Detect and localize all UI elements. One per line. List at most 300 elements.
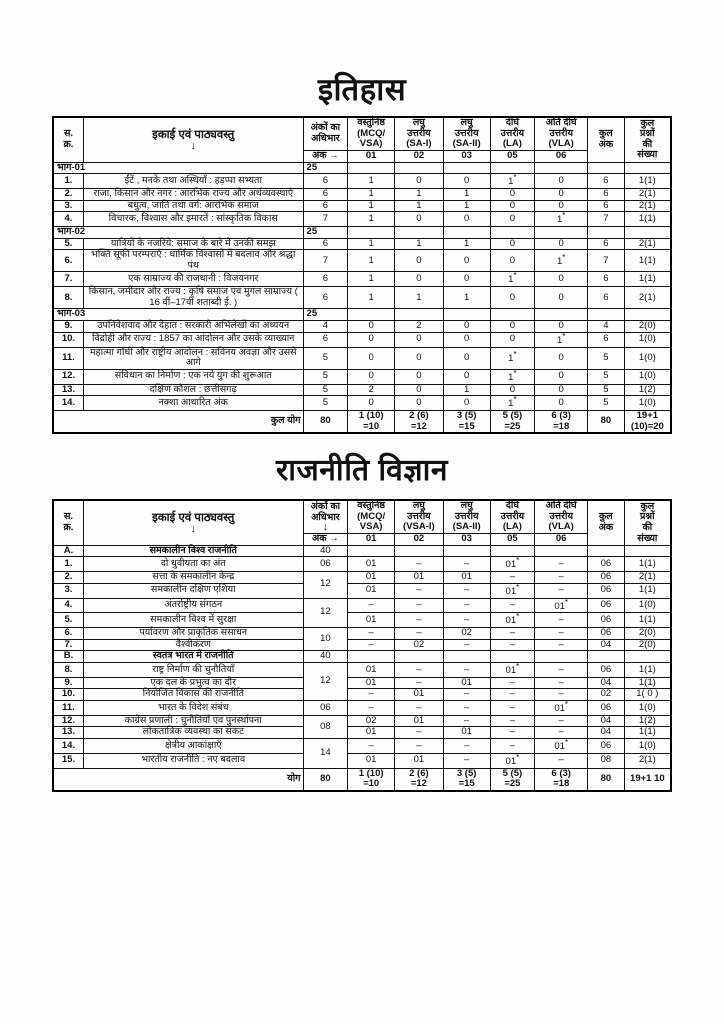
row-mcq-count: 0 xyxy=(348,332,395,347)
row-la-count: 1* xyxy=(490,369,535,384)
row-sa1-count: – xyxy=(395,628,444,640)
row-marks-weight: 6 xyxy=(303,174,348,189)
row-question-count: 2(0) xyxy=(624,628,671,640)
table-row xyxy=(53,396,671,411)
row-sa2-count: 02 xyxy=(443,628,490,640)
row-sa1-count: 01 xyxy=(395,689,444,701)
row-question-count: 2(1) xyxy=(624,238,671,250)
row-la-count: – xyxy=(490,715,535,727)
row-vla-count: 0 xyxy=(535,200,588,212)
row-unit-name: क्षेत्रीय आकांक्षाएँ xyxy=(83,739,303,754)
part-marks: 25 xyxy=(303,162,348,174)
total-la xyxy=(490,768,535,791)
row-vla-count: 0 xyxy=(535,238,588,250)
table-row xyxy=(53,557,671,572)
row-total-marks: 6 xyxy=(588,174,625,189)
row-serial: 10. xyxy=(53,332,83,347)
row-total-marks: 06 xyxy=(588,613,625,628)
row-sa2-count: 1 xyxy=(443,287,490,309)
row-total-marks: 04 xyxy=(588,639,625,651)
polsci-table-wrapper xyxy=(52,499,672,792)
permark-mcq: 01 xyxy=(348,150,395,162)
row-serial: 3. xyxy=(53,200,83,212)
row-vla-count: – xyxy=(535,613,588,628)
row-sa1-count: 1 xyxy=(395,188,444,200)
row-la-count: 0 xyxy=(490,287,535,309)
row-la-count: 1* xyxy=(490,347,535,369)
optional-marker: * xyxy=(562,211,566,221)
table-row xyxy=(53,613,671,628)
row-sa2-count: – xyxy=(443,598,490,613)
row-question-count: 1(1) xyxy=(624,677,671,689)
row-sa1-count: 1 xyxy=(395,287,444,309)
table-row xyxy=(53,347,671,369)
section-blank-qn xyxy=(624,545,671,557)
row-serial: 1. xyxy=(53,557,83,572)
row-total-marks: 06 xyxy=(588,598,625,613)
row-sa2-count: 01 xyxy=(443,677,490,689)
row-total-marks: 4 xyxy=(588,321,625,333)
row-total-marks: 04 xyxy=(588,727,625,739)
table-row xyxy=(53,700,671,715)
row-unit-name: भक्ति सूफी परम्पराएँ : धार्मिक विश्वासों में बदलाव और श्रद्धा पंथ xyxy=(83,250,303,272)
row-vla-count: 01* xyxy=(535,598,588,613)
table-row xyxy=(53,639,671,651)
row-sa2-count: 0 xyxy=(443,332,490,347)
part-label: भाग-02 xyxy=(53,226,303,238)
total-label: कुल योग xyxy=(53,410,303,433)
table-row xyxy=(53,753,671,768)
total-vla xyxy=(535,410,588,433)
permark-vla: 06 xyxy=(535,534,588,546)
permark-sa1: 02 xyxy=(395,534,444,546)
history-table-body xyxy=(53,162,671,433)
row-unit-name: लोकतांत्रिक व्यवस्था का संकट xyxy=(83,727,303,739)
row-serial: 4. xyxy=(53,212,83,227)
row-question-count: 1(1) xyxy=(624,727,671,739)
row-sa2-count: – xyxy=(443,700,490,715)
row-marks-weight: 5 xyxy=(303,347,348,369)
row-vla-count: 0 xyxy=(535,174,588,189)
row-marks-weight: 10 xyxy=(303,628,348,651)
row-serial: 11. xyxy=(53,347,83,369)
row-marks-weight: 4 xyxy=(303,321,348,333)
total-qn-line1: 19+1 xyxy=(636,409,659,421)
row-unit-name: एक साम्राज्य की राजधानी : विजयनगर xyxy=(83,272,303,287)
table-row xyxy=(53,287,671,309)
permark-la: 05 xyxy=(490,150,535,162)
total-sa1 xyxy=(395,410,444,433)
total-vla-line1: 6 (3) xyxy=(551,409,571,421)
row-question-count: 1(0) xyxy=(624,700,671,715)
row-question-count: 1(1) xyxy=(624,613,671,628)
header-sa1: लघु उत्तरीय (SA-I) xyxy=(395,117,444,150)
table-row xyxy=(53,212,671,227)
row-total-marks: 6 xyxy=(588,188,625,200)
row-question-count: 1(0) xyxy=(624,332,671,347)
row-question-count: 1(0) xyxy=(624,396,671,411)
row-la-count: 0 xyxy=(490,188,535,200)
row-mcq-count: 01 xyxy=(348,613,395,628)
table-row xyxy=(53,250,671,272)
row-question-count: 1(2) xyxy=(624,384,671,396)
row-unit-name: संविधान का निर्माण : एक नये युग की शुरूआत xyxy=(83,369,303,384)
row-unit-name: वैश्वीकरण xyxy=(83,639,303,651)
row-marks-weight: 7 xyxy=(303,250,348,272)
permark-sa2: 03 xyxy=(443,534,490,546)
part-marks: 25 xyxy=(303,309,348,321)
row-total-marks: 06 xyxy=(588,739,625,754)
row-vla-count: – xyxy=(535,572,588,584)
row-sa1-count: 0 xyxy=(395,174,444,189)
row-question-count: 1(0) xyxy=(624,598,671,613)
row-mcq-count: 1 xyxy=(348,287,395,309)
row-question-count: 1(1) xyxy=(624,662,671,677)
row-marks-weight: 6 xyxy=(303,238,348,250)
row-total-marks: 6 xyxy=(588,200,625,212)
row-unit-name: विचारक, विश्वास और इमारतें : सांस्कृतिक विकास xyxy=(83,212,303,227)
table-row xyxy=(53,727,671,739)
section-marks: 40 xyxy=(303,651,348,663)
optional-marker: * xyxy=(516,752,520,762)
row-vla-count: 01* xyxy=(535,739,588,754)
row-mcq-count: – xyxy=(348,628,395,640)
total-sa1-line1: 2 (6) xyxy=(409,409,429,421)
part-blank-mcq xyxy=(348,309,395,321)
part-blank-mcq xyxy=(348,162,395,174)
section-blank-qn xyxy=(624,651,671,663)
row-total-marks: 06 xyxy=(588,583,625,598)
row-mcq-count: 01 xyxy=(348,572,395,584)
row-serial: 6. xyxy=(53,628,83,640)
row-marks-weight: 06 xyxy=(303,557,348,572)
optional-marker: * xyxy=(513,395,517,405)
row-unit-name: नक्शा आधारित अंक xyxy=(83,396,303,411)
optional-marker: * xyxy=(513,271,517,281)
section-serial: B. xyxy=(53,651,83,663)
row-serial: 2. xyxy=(53,572,83,584)
row-question-count: 1(1) xyxy=(624,583,671,598)
section-marks: 40 xyxy=(303,545,348,557)
header-mcq: वस्तुनिष्ठ (MCQ/ VSA) xyxy=(348,500,395,533)
total-sa2 xyxy=(443,410,490,433)
row-total-marks: 04 xyxy=(588,677,625,689)
row-sa1-count: 0 xyxy=(395,272,444,287)
row-sa1-count: 0 xyxy=(395,384,444,396)
table-row xyxy=(53,238,671,250)
row-serial: 12. xyxy=(53,715,83,727)
row-marks-weight: 06 xyxy=(303,700,348,715)
section-blank-sa1 xyxy=(395,651,444,663)
header-serial: स. क्र. xyxy=(53,117,83,162)
total-sa2-line2: =15 xyxy=(458,778,475,790)
row-total-marks: 02 xyxy=(588,689,625,701)
row-vla-count: 0 xyxy=(535,321,588,333)
row-la-count: – xyxy=(490,739,535,754)
row-serial: 3. xyxy=(53,583,83,598)
header-mcq: वस्तुनिष्ठ (MCQ/ VSA) xyxy=(348,117,395,150)
part-blank-sa2 xyxy=(443,162,490,174)
total-sa2-line2: =15 xyxy=(458,420,475,432)
row-la-count: – xyxy=(490,639,535,651)
part-label: भाग-03 xyxy=(53,309,303,321)
row-question-count: 2(0) xyxy=(624,639,671,651)
total-sa2-line1: 3 (5) xyxy=(456,767,477,779)
section-title: समकालीन विश्व राजनीति xyxy=(83,545,303,557)
row-unit-name: भारत के विदेश संबंध xyxy=(83,700,303,715)
row-mcq-count: 1 xyxy=(348,250,395,272)
total-vla-line2: =18 xyxy=(553,420,570,432)
row-sa2-count: 1 xyxy=(443,238,490,250)
part-blank-total xyxy=(588,162,625,174)
total-vla-line1: 6 (3) xyxy=(551,767,571,779)
total-total-marks: 80 xyxy=(588,768,625,791)
row-la-count: 1* xyxy=(490,272,535,287)
header-question-count: कुल प्रश्नों की संख्या xyxy=(624,117,671,162)
down-arrow-icon: ↓ xyxy=(322,521,329,534)
row-unit-name: दक्षिण कौशल : छत्तीसगढ़ xyxy=(83,384,303,396)
total-sa1-line1: 2 (6) xyxy=(409,767,429,779)
part-blank-sa2 xyxy=(443,309,490,321)
row-sa1-count: – xyxy=(395,613,444,628)
row-sa2-count: 1 xyxy=(443,200,490,212)
row-la-count: 0 xyxy=(490,250,535,272)
row-question-count: 2(1) xyxy=(624,753,671,768)
row-sa1-count: – xyxy=(395,677,444,689)
down-arrow-icon: ↓ xyxy=(190,139,196,152)
part-heading-row xyxy=(53,162,671,174)
row-sa1-count: 0 xyxy=(395,396,444,411)
row-sa2-count: – xyxy=(443,662,490,677)
table-row xyxy=(53,332,671,347)
row-sa2-count: 0 xyxy=(443,396,490,411)
row-question-count: 1(0) xyxy=(624,739,671,754)
row-sa2-count: 0 xyxy=(443,369,490,384)
part-blank-qn xyxy=(624,162,671,174)
header-sa2: लघु उत्तरीय (SA-II) xyxy=(443,117,490,150)
row-marks-weight: 14 xyxy=(303,739,348,769)
section-blank-sa1 xyxy=(395,545,444,557)
history-blueprint-table xyxy=(52,116,672,434)
section-blank-vla xyxy=(535,651,588,663)
row-total-marks: 08 xyxy=(588,753,625,768)
total-sa1 xyxy=(395,768,444,791)
table-row xyxy=(53,200,671,212)
row-la-count: 0 xyxy=(490,212,535,227)
total-la-line2: =25 xyxy=(504,420,521,432)
total-mcq xyxy=(348,410,395,433)
row-la-count: – xyxy=(490,598,535,613)
row-mcq-count: 0 xyxy=(348,369,395,384)
row-serial: 14. xyxy=(53,396,83,411)
row-unit-name: ईंटें , मनके तथा अस्थियाँ : हड़प्पा सभ्यता xyxy=(83,174,303,189)
part-blank-vla xyxy=(535,162,588,174)
header-marks-weight: अंकों का अधिभार ↓ xyxy=(303,500,348,533)
row-sa1-count: 0 xyxy=(395,369,444,384)
row-sa1-count: – xyxy=(395,727,444,739)
row-serial: 8. xyxy=(53,662,83,677)
total-mcq-line1: 1 (10) xyxy=(358,409,384,421)
row-total-marks: 7 xyxy=(588,212,625,227)
row-vla-count: – xyxy=(535,557,588,572)
part-blank-sa1 xyxy=(395,226,444,238)
row-question-count: 2(0) xyxy=(624,321,671,333)
permark-vla: 06 xyxy=(535,150,588,162)
section-blank-total xyxy=(588,545,625,557)
header-question-count: कुल प्रश्नों की संख्या xyxy=(624,500,671,545)
part-blank-total xyxy=(588,309,625,321)
total-mcq-line2: =10 xyxy=(363,420,380,432)
row-question-count: 2(1) xyxy=(624,287,671,309)
row-mcq-count: 1 xyxy=(348,272,395,287)
row-total-marks: 5 xyxy=(588,347,625,369)
total-sa1-line2: =12 xyxy=(410,420,427,432)
page-title-history: इतिहास xyxy=(317,72,407,107)
row-sa2-count: 1 xyxy=(443,188,490,200)
row-serial: 10. xyxy=(53,689,83,701)
row-total-marks: 06 xyxy=(588,572,625,584)
section-blank-mcq xyxy=(348,545,395,557)
optional-marker: * xyxy=(564,597,569,607)
row-vla-count: – xyxy=(535,583,588,598)
row-mcq-count: 01 xyxy=(348,753,395,768)
header-marks-weight: अंकों का अधिभार xyxy=(303,117,348,150)
row-question-count: 1(1) xyxy=(624,272,671,287)
page-title-political-science: राजनीति विज्ञान xyxy=(275,454,449,488)
section-blank-la xyxy=(490,651,535,663)
header-total-marks: कुल अंक xyxy=(588,117,625,162)
row-sa2-count: – xyxy=(443,753,490,768)
permark-arrow-label: अंक → xyxy=(303,150,348,162)
row-vla-count: 0 xyxy=(535,188,588,200)
total-question-count xyxy=(624,410,671,433)
row-total-marks: 06 xyxy=(588,700,625,715)
part-blank-sa2 xyxy=(443,226,490,238)
total-row xyxy=(53,768,671,791)
part-marks: 25 xyxy=(303,226,348,238)
row-unit-name: किसान, जमींदार और राज्य : कृषि समाज एवं मुगल साम्राज्य ( 16 वीं–17वीं शताब्दी ई. ) xyxy=(83,287,303,309)
row-mcq-count: – xyxy=(348,739,395,754)
row-question-count: 1( 0 ) xyxy=(624,689,671,701)
row-unit-name: एक दल के प्रभुत्व का दौर xyxy=(83,677,303,689)
polsci-table-body xyxy=(53,545,671,791)
row-total-marks: 6 xyxy=(588,332,625,347)
row-sa1-count: 2 xyxy=(395,321,444,333)
history-table-wrapper xyxy=(52,116,672,434)
row-sa2-count: – xyxy=(443,613,490,628)
row-sa2-count: – xyxy=(443,557,490,572)
row-total-marks: 7 xyxy=(588,250,625,272)
row-question-count: 1(1) xyxy=(624,557,671,572)
row-unit-name: महात्मा गाँधी और राष्ट्रीय आंदोलन : सविनय अवज्ञा और उससे आगे xyxy=(83,347,303,369)
table-row xyxy=(53,598,671,613)
table-row xyxy=(53,188,671,200)
section-heading-row xyxy=(53,545,671,557)
row-sa1-count: – xyxy=(395,583,444,598)
permark-arrow-label: अंक → xyxy=(303,534,348,546)
row-serial: 9. xyxy=(53,677,83,689)
row-unit-name: भारतीय राजनीति : नए बदलाव xyxy=(83,753,303,768)
row-marks-weight: 5 xyxy=(303,384,348,396)
optional-marker: * xyxy=(516,582,520,592)
row-mcq-count: 02 xyxy=(348,715,395,727)
row-unit-name: समकालीन दक्षिण एशिया xyxy=(83,583,303,598)
row-marks-weight: 12 xyxy=(303,662,348,700)
table-row xyxy=(53,572,671,584)
row-serial: 1. xyxy=(53,174,83,189)
row-unit-name: दो धुवीयता का अंत xyxy=(83,557,303,572)
row-la-count: 0 xyxy=(490,321,535,333)
row-la-count: 01* xyxy=(490,753,535,768)
row-la-count: – xyxy=(490,628,535,640)
row-unit-name: अंतर्राष्ट्रीय संगठन xyxy=(83,598,303,613)
row-vla-count: 01* xyxy=(535,700,588,715)
total-vla xyxy=(535,768,588,791)
part-blank-sa1 xyxy=(395,162,444,174)
row-sa2-count: 01 xyxy=(443,572,490,584)
row-serial: 5. xyxy=(53,238,83,250)
row-sa2-count: – xyxy=(443,689,490,701)
row-sa1-count: – xyxy=(395,557,444,572)
row-serial: 7. xyxy=(53,272,83,287)
row-vla-count: – xyxy=(535,662,588,677)
header-vla: अति दीर्घ उत्तरीय (VLA) xyxy=(535,117,588,150)
permark-sa2: 03 xyxy=(443,150,490,162)
row-sa1-count: – xyxy=(395,739,444,754)
row-vla-count: 0 xyxy=(535,369,588,384)
row-la-count: 0 xyxy=(490,238,535,250)
header-total-marks: कुल अंक xyxy=(588,500,625,545)
row-mcq-count: 1 xyxy=(348,238,395,250)
row-serial: 12. xyxy=(53,369,83,384)
polsci-blueprint-table xyxy=(52,499,672,792)
table-header-row xyxy=(53,117,671,150)
row-mcq-count: 1 xyxy=(348,212,395,227)
optional-marker: * xyxy=(513,368,517,378)
row-sa1-count: 1 xyxy=(395,200,444,212)
row-sa2-count: – xyxy=(443,739,490,754)
total-la-line1: 5 (5) xyxy=(502,767,523,779)
table-row xyxy=(53,369,671,384)
row-total-marks: 5 xyxy=(588,396,625,411)
row-mcq-count: 0 xyxy=(348,321,395,333)
row-sa1-count: 0 xyxy=(395,347,444,369)
row-la-count: – xyxy=(490,677,535,689)
optional-marker: * xyxy=(516,612,520,622)
row-total-marks: 6 xyxy=(588,287,625,309)
section-blank-vla xyxy=(535,545,588,557)
header-unit: इकाई एवं पाठ्यवस्तु ↓ xyxy=(83,500,303,545)
row-vla-count: – xyxy=(535,639,588,651)
row-sa2-count: – xyxy=(443,639,490,651)
part-blank-qn xyxy=(624,226,671,238)
part-blank-la xyxy=(490,226,535,238)
row-vla-count: – xyxy=(535,715,588,727)
row-marks-weight: 08 xyxy=(303,715,348,738)
row-question-count: 2(1) xyxy=(624,188,671,200)
section-blank-total xyxy=(588,651,625,663)
header-la: दीर्घ उत्तरीय (LA) xyxy=(490,500,535,533)
row-marks-weight: 7 xyxy=(303,212,348,227)
total-mcq-line2: =10 xyxy=(363,778,380,790)
row-unit-name: पर्यावरण और प्राकृतिक संसाधन xyxy=(83,628,303,640)
table-row xyxy=(53,321,671,333)
total-total-marks: 80 xyxy=(588,410,625,433)
row-question-count: 1(1) xyxy=(624,250,671,272)
section-heading-row xyxy=(53,651,671,663)
row-unit-name: राष्ट्र निर्माण की चुनौतियाँ xyxy=(83,662,303,677)
row-sa1-count: 01 xyxy=(395,715,444,727)
